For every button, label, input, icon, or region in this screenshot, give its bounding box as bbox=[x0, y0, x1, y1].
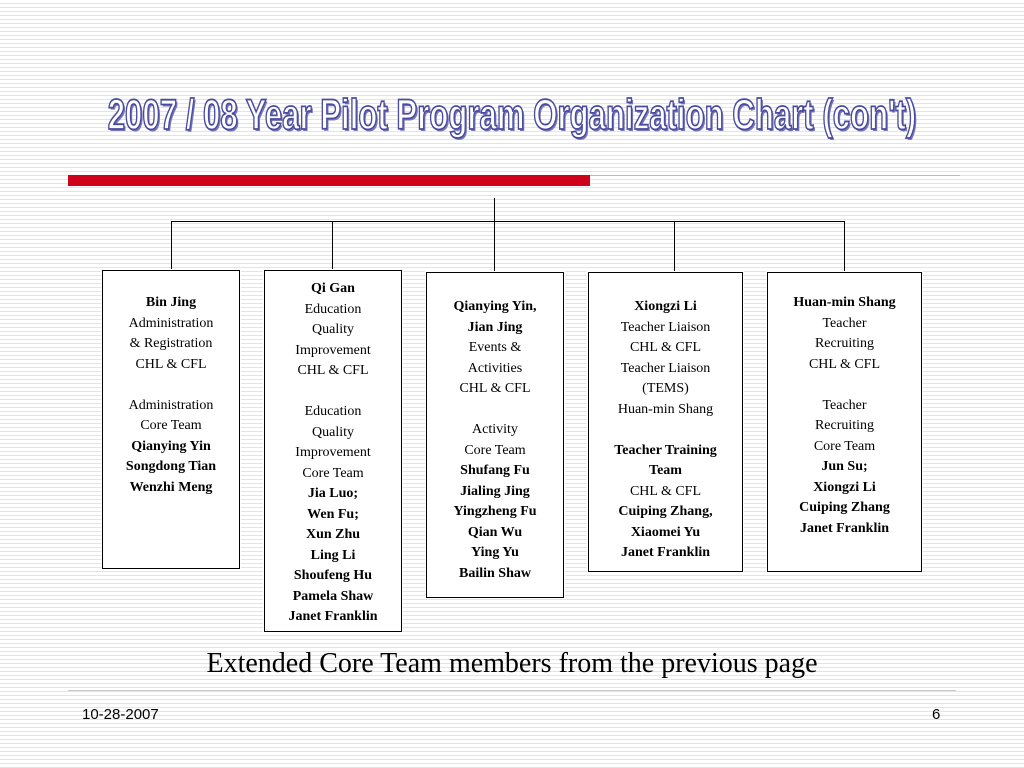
connector-horizontal bbox=[171, 221, 845, 222]
box-name-line: Janet Franklin bbox=[799, 520, 890, 536]
page-number: 6 bbox=[932, 706, 941, 723]
box-role-line: Teacher Liaison bbox=[620, 360, 711, 376]
box-name-line: Pamela Shaw bbox=[292, 588, 374, 604]
box-name-line: Wen Fu; bbox=[307, 506, 359, 522]
connector-drop bbox=[844, 221, 845, 273]
box-name-line: Janet Franklin bbox=[620, 545, 711, 560]
box-spacer bbox=[103, 375, 239, 396]
team-box-teacher-liaison bbox=[588, 272, 743, 572]
box-role-line: Teacher bbox=[822, 397, 867, 413]
box-role-line: CHL & CFL bbox=[629, 340, 702, 355]
box-name-line: Qianying Yin bbox=[131, 438, 211, 454]
connector-drop bbox=[494, 221, 495, 273]
box-role-line: Quality bbox=[312, 322, 354, 337]
box-name-line: Shufang Fu bbox=[460, 463, 530, 478]
connector-drop bbox=[674, 221, 675, 273]
team-box-administration bbox=[102, 270, 240, 569]
box-name-line: Bailin Shaw bbox=[459, 565, 531, 581]
box-name-line: Ling Li bbox=[310, 547, 356, 563]
box-spacer bbox=[589, 420, 742, 441]
box-name-line: Teacher Training bbox=[614, 442, 717, 458]
title-underline-red bbox=[68, 175, 590, 186]
box-name-line: Shoufeng Hu bbox=[293, 568, 373, 583]
box-role-line: (TEMS) bbox=[642, 381, 689, 396]
box-role-line: Recruiting bbox=[814, 336, 875, 351]
box-role-line: Activity bbox=[472, 422, 518, 437]
box-role-line: Activities bbox=[467, 360, 523, 376]
team-box-education-quality bbox=[264, 270, 402, 632]
box-spacer bbox=[265, 382, 401, 403]
box-name-line: Jialing Jing bbox=[460, 483, 530, 499]
box-role-line: CHL & CFL bbox=[459, 381, 531, 396]
connector-trunk bbox=[494, 198, 495, 222]
box-name-line: Yingzheng Fu bbox=[453, 504, 537, 519]
box-role-line: Improvement bbox=[295, 445, 371, 460]
box-name-line: Janet Franklin bbox=[288, 609, 378, 624]
footer-divider bbox=[68, 690, 956, 691]
box-role-line: Teacher Liaison bbox=[620, 319, 711, 335]
box-name-line: Qian Wu bbox=[467, 524, 523, 540]
box-role-line: Education bbox=[304, 404, 362, 419]
team-box-teacher-recruiting bbox=[767, 272, 922, 572]
connector-drop bbox=[332, 221, 333, 271]
box-name-line: Jun Su; bbox=[821, 459, 868, 474]
box-name-line: Xiaomei Yu bbox=[630, 524, 701, 540]
box-role-line: CHL & CFL bbox=[135, 356, 207, 372]
box-name-line: Team bbox=[649, 463, 682, 478]
box-role-line: Core Team bbox=[302, 465, 364, 481]
box-role-line: Administration bbox=[128, 397, 214, 413]
box-role-line: Education bbox=[304, 301, 362, 317]
box-name-line: Xiongzi Li bbox=[634, 299, 697, 314]
box-name-line: Songdong Tian bbox=[125, 459, 217, 474]
box-name-line: Xun Zhu bbox=[305, 527, 361, 542]
box-role-line: Administration bbox=[128, 315, 214, 331]
box-name-line: Cuiping Zhang bbox=[799, 500, 890, 515]
box-role-line: Huan-min Shang bbox=[617, 401, 714, 417]
caption: Extended Core Team members from the previous page bbox=[206, 648, 818, 679]
box-name-line: Cuiping Zhang, bbox=[618, 504, 713, 519]
title-underline-gray bbox=[590, 175, 960, 176]
box-name-line: Jia Luo; bbox=[307, 486, 359, 501]
connector-drop bbox=[171, 221, 172, 271]
box-role-line: Teacher bbox=[822, 315, 867, 331]
box-role-line: & Registration bbox=[129, 336, 213, 351]
box-spacer bbox=[768, 375, 921, 396]
box-role-line: Improvement bbox=[295, 342, 371, 358]
box-name-line: Xiongzi Li bbox=[813, 479, 876, 495]
box-name-line: Huan-min Shang bbox=[793, 295, 896, 310]
box-role-line: CHL & CFL bbox=[808, 356, 881, 372]
box-role-line: CHL & CFL bbox=[629, 483, 702, 499]
box-spacer bbox=[427, 400, 563, 421]
box-role-line: Events & bbox=[468, 340, 522, 355]
footer-date: 10-28-2007 bbox=[82, 706, 159, 723]
box-role-line: Quality bbox=[312, 424, 354, 440]
box-name-line: Qi Gan bbox=[311, 281, 355, 296]
box-name-line: Ying Yu bbox=[471, 545, 519, 560]
box-role-line: Recruiting bbox=[814, 418, 875, 433]
box-name-line: Wenzhi Meng bbox=[129, 479, 213, 495]
box-name-line: Qianying Yin, bbox=[453, 299, 537, 314]
box-role-line: Core Team bbox=[464, 442, 526, 458]
slide-title: 2007 / 08 Year Pilot Program Organization Chart (con't) bbox=[107, 92, 917, 140]
box-name-line: Bin Jing bbox=[145, 295, 197, 310]
box-role-line: CHL & CFL bbox=[297, 363, 369, 378]
box-name-line: Jian Jing bbox=[467, 319, 523, 335]
box-role-line: Core Team bbox=[813, 438, 876, 454]
box-role-line: Core Team bbox=[140, 418, 202, 433]
team-box-events-activities bbox=[426, 272, 564, 598]
